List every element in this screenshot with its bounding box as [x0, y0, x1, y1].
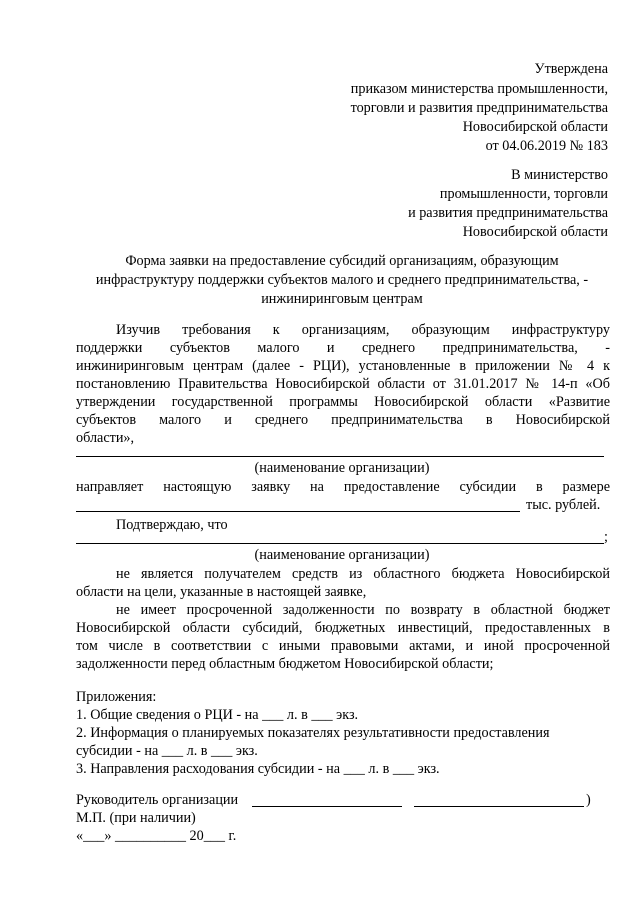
attachment-item: 3. Направления расходования субсидии - на ___ л. в ___ экз. — [76, 761, 440, 777]
statement-line: Новосибирской области субсидий, бюджетных инвестиций, предоставленных в — [76, 620, 610, 636]
org-name-field-2[interactable] — [76, 543, 604, 544]
semicolon: ; — [604, 529, 608, 545]
approval-line: от 04.06.2019 № 183 — [485, 138, 608, 154]
addressee-line: Новосибирской области — [462, 224, 608, 240]
intro-line: субъектов малого и среднего предпринимательства в Новосибирской — [76, 412, 610, 428]
org-name-caption: (наименование организации) — [254, 547, 430, 563]
attachment-item: 1. Общие сведения о РЦИ - на ___ л. в ___ экз. — [76, 707, 359, 723]
intro-line: поддержки субъектов малого и среднего предпринимательства, - — [76, 340, 610, 356]
signature-name-field[interactable] — [414, 806, 584, 807]
form-title-line: инфраструктуру поддержки субъектов малого и среднего предпринимательства, - — [95, 272, 589, 288]
intro-line: Изучив требования к организациям, образующим инфраструктуру — [116, 322, 610, 338]
request-line: направляет настоящую заявку на предоставление субсидии в размере — [76, 479, 610, 495]
attachment-item: 2. Информация о планируемых показателях результативности предоставления — [76, 725, 550, 741]
form-title-line: Форма заявки на предоставление субсидий организациям, образующим — [125, 253, 559, 269]
addressee-line: В министерство — [511, 167, 608, 183]
intro-line: утверждении государственной программы Новосибирской области «Развитие — [76, 394, 610, 410]
approval-line: приказом министерства промышленности, — [350, 81, 608, 97]
signature-close-paren: ) — [586, 792, 591, 808]
signature-head-label: Руководитель организации — [76, 792, 239, 808]
statement-line: не имеет просроченной задолженности по возврату в областной бюджет — [116, 602, 610, 618]
org-name-caption: (наименование организации) — [254, 460, 430, 476]
attachments-heading: Приложения: — [76, 689, 157, 705]
amount-field[interactable] — [76, 511, 520, 512]
signature-field[interactable] — [252, 806, 402, 807]
seal-label: М.П. (при наличии) — [76, 810, 196, 826]
statement-line: области на цели, указанные в настоящей заявке, — [76, 584, 367, 600]
approval-line: Утверждена — [534, 61, 608, 77]
attachment-item: субсидии - на ___ л. в ___ экз. — [76, 743, 258, 759]
date-line[interactable]: «___» __________ 20___ г. — [76, 828, 237, 844]
addressee-line: и развития предпринимательства — [408, 205, 608, 221]
form-title-line: инжиниринговым центрам — [261, 291, 423, 307]
org-name-field[interactable] — [76, 456, 604, 457]
approval-line: торговли и развития предпринимательства — [350, 100, 608, 116]
statement-line: не является получателем средств из областного бюджета Новосибирской — [116, 566, 610, 582]
addressee-line: промышленности, торговли — [439, 186, 608, 202]
amount-unit: тыс. рублей. — [526, 497, 601, 513]
statement-line: задолженности перед областным бюджетом Новосибирской области; — [76, 656, 494, 672]
intro-line: постановлению Правительства Новосибирской области от 31.01.2017 № 14-п «Об — [76, 376, 610, 392]
intro-line: инжиниринговым центрам (далее - РЦИ), установленные в приложении № 4 к — [76, 358, 610, 374]
intro-line: области», — [76, 430, 135, 446]
approval-line: Новосибирской области — [462, 119, 608, 135]
statement-line: том числе в соответствии с иными правовыми актами, и иной просроченной — [76, 638, 610, 654]
confirm-label: Подтверждаю, что — [116, 517, 228, 533]
